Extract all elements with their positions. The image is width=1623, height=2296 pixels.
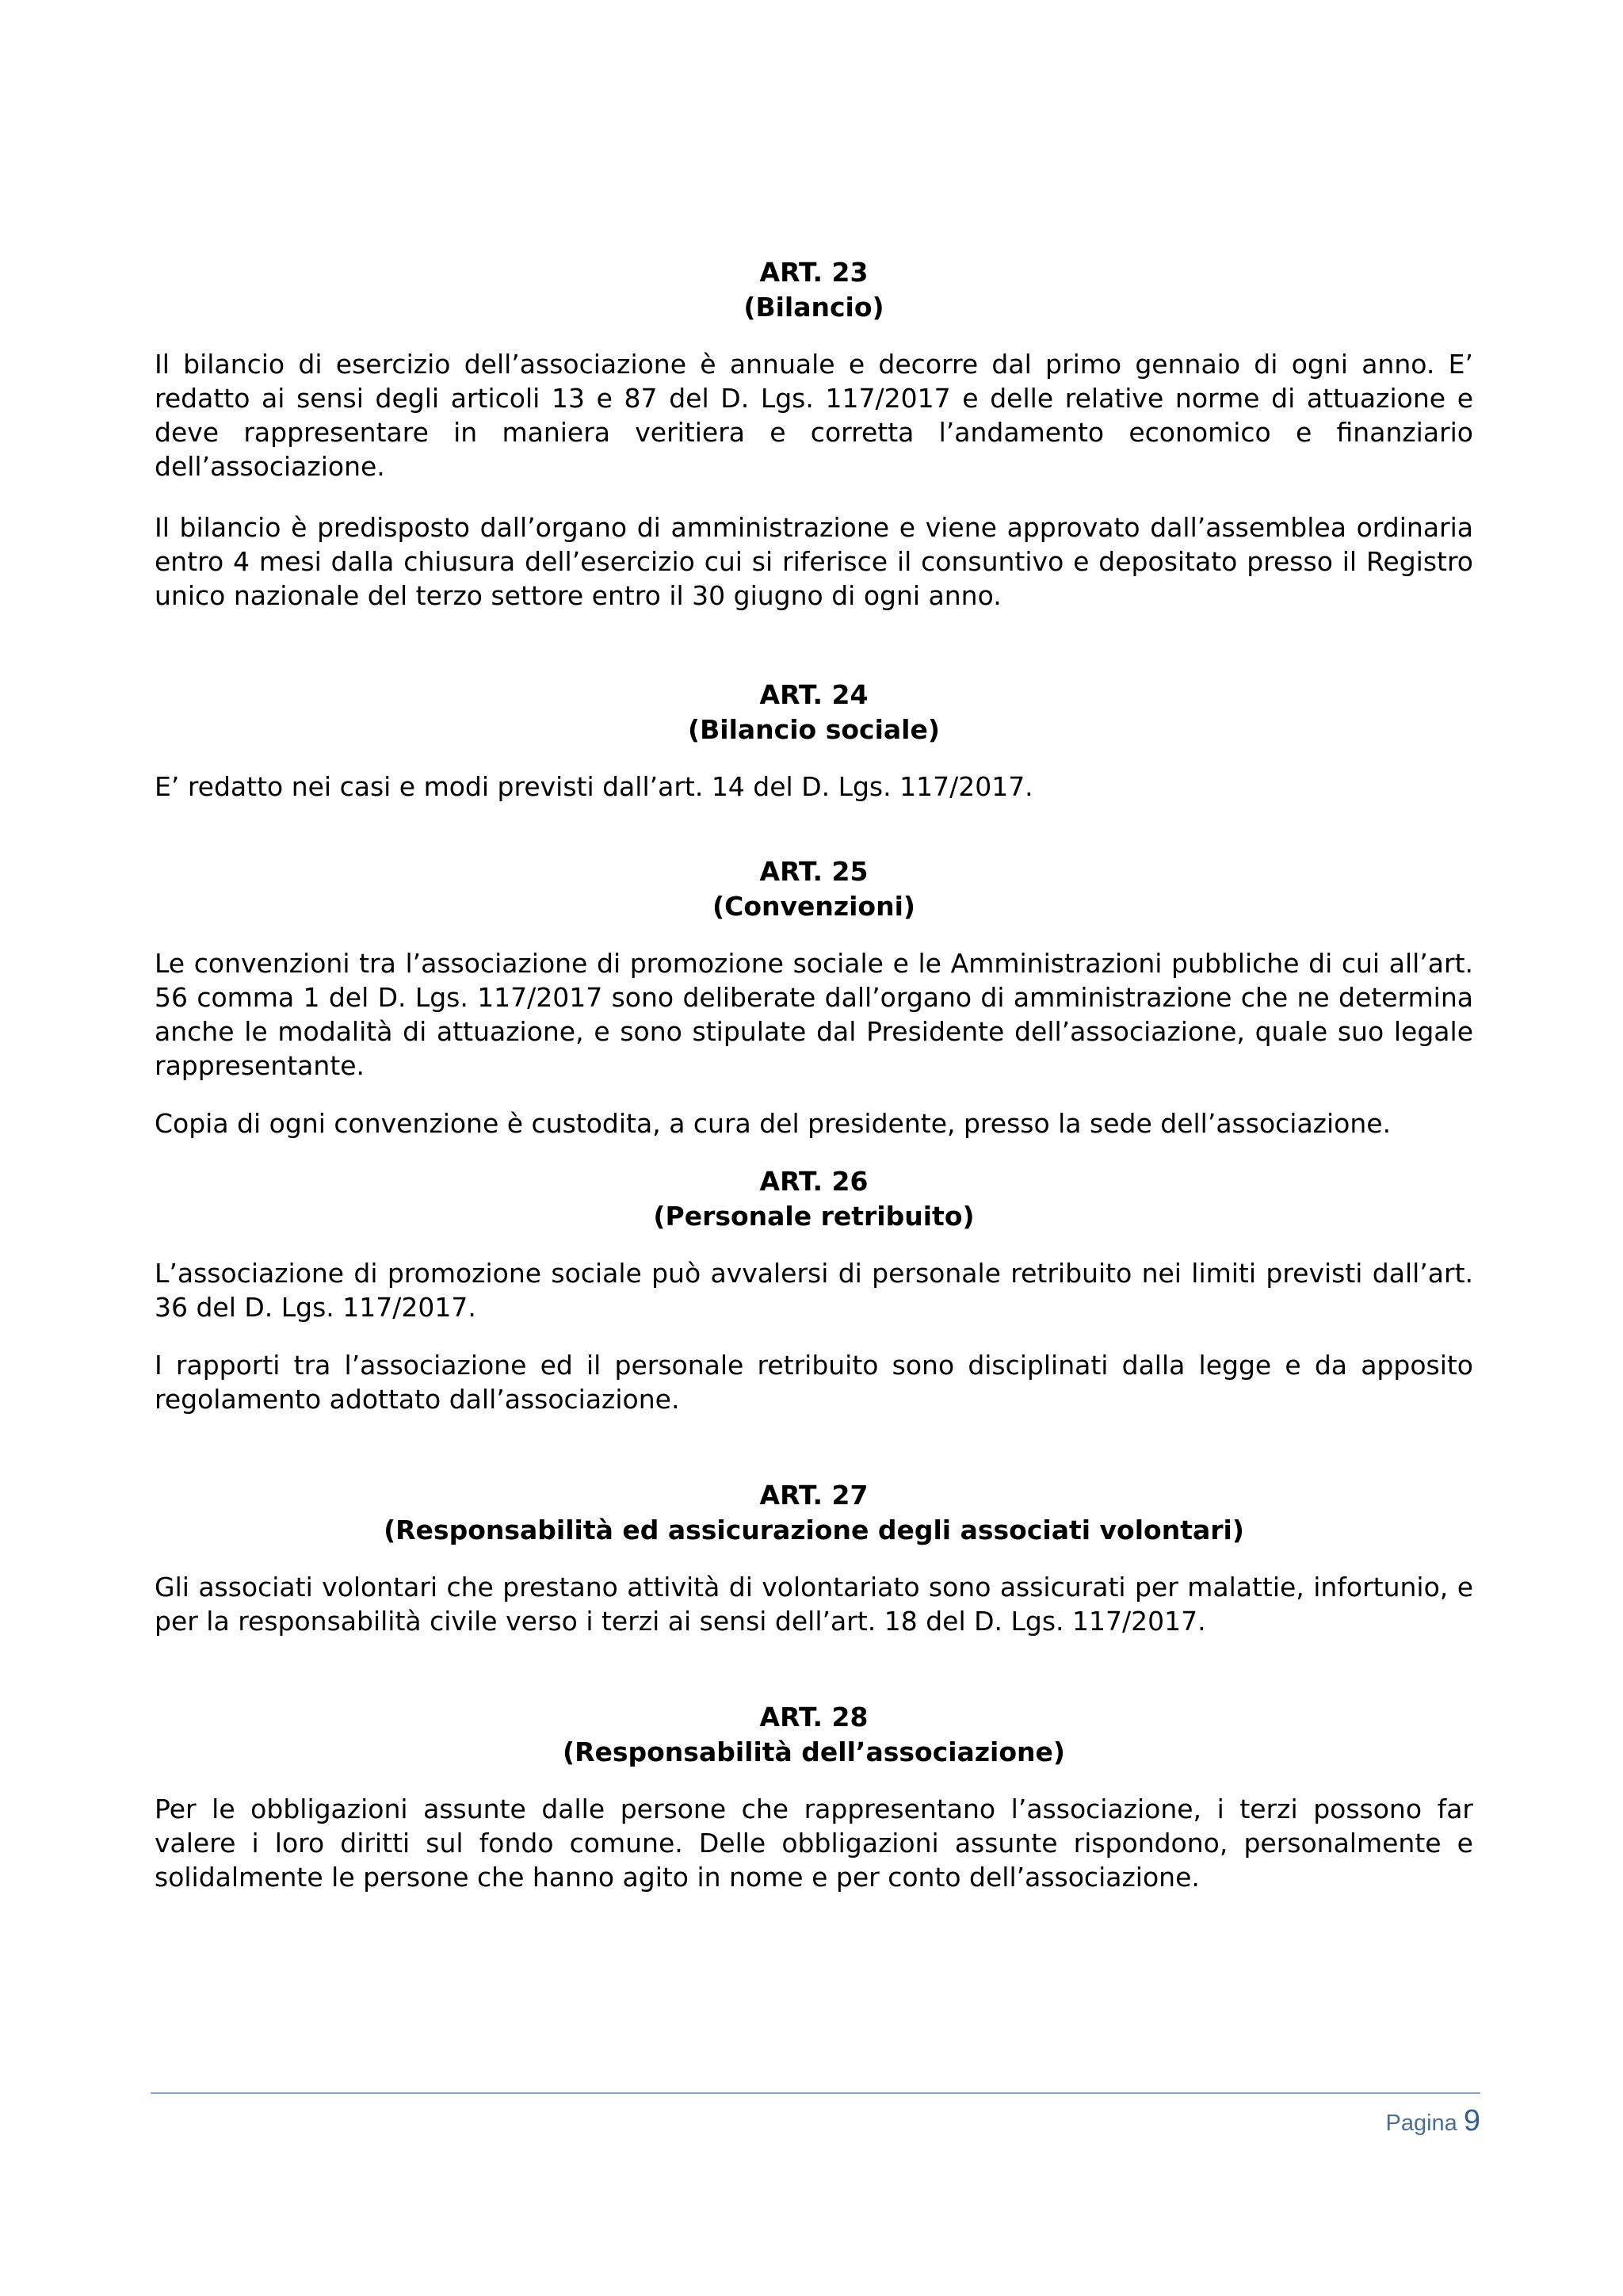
document-body	[155, 255, 1473, 1894]
article-paragraph: Il bilancio è predisposto dall’organo di amministrazione e viene approvato dall’assemblea ordinaria entro 4 mesi dalla chiusura dell’esercizio cui si riferisce il consuntivo e depositato presso il Registro unico nazionale del terzo settore entro il 30 giugno di ogni anno.	[155, 512, 1473, 611]
article-number: ART. 28	[759, 1702, 869, 1733]
article-title: (Personale retribuito)	[653, 1201, 975, 1232]
article-paragraph: Copia di ogni convenzione è custodita, a cura del presidente, presso la sede dell’associazione.	[155, 1108, 1392, 1139]
article-title: (Responsabilità ed assicurazione degli associati volontari)	[384, 1515, 1244, 1545]
article-paragraph: L’associazione di promozione sociale può avvalersi di personale retribuito nei limiti previsti dall’art. 36 del D. Lgs. 117/2017.	[155, 1258, 1473, 1323]
article-number: ART. 25	[759, 856, 869, 887]
article-paragraph: Il bilancio di esercizio dell’associazione è annuale e decorre dal primo gennaio di ogni anno. E’ redatto ai sensi degli articoli 13 e 87 del D. Lgs. 117/2017 e delle relative norme di attuazione e deve rappresentare in maniera veritiera e corretta l’andamento economico e finanziario dell’associazione.	[155, 349, 1473, 482]
article-24	[155, 678, 1473, 804]
page-label: Pagina	[1385, 2111, 1457, 2136]
article-title: (Responsabilità dell’associazione)	[563, 1736, 1065, 1767]
page-number	[1385, 2104, 1480, 2138]
page-number-value: 9	[1463, 2104, 1480, 2137]
article-26	[155, 1164, 1473, 1416]
article-paragraph: E’ redatto nei casi e modi previsti dall’art. 14 del D. Lgs. 117/2017.	[155, 771, 1033, 802]
article-number: ART. 23	[759, 257, 869, 288]
article-number: ART. 27	[759, 1480, 869, 1511]
article-title: (Convenzioni)	[712, 891, 915, 922]
article-paragraph: Per le obbligazioni assunte dalle persone che rappresentano l’associazione, i terzi possono far valere i loro diritti sul fondo comune. Delle obbligazioni assunte rispondono, personalmente e solidalmente le persone che hanno agito in nome e per conto dell’associazione.	[155, 1794, 1473, 1893]
article-paragraph: Le convenzioni tra l’associazione di promozione sociale e le Amministrazioni pubbliche di cui all’art. 56 comma 1 del D. Lgs. 117/2017 sono deliberate dall’organo di amministrazione che ne determina anche le modalità di attuazione, e sono stipulate dal Presidente dell’associazione, quale suo legale rappresentante.	[155, 948, 1473, 1081]
article-25	[155, 854, 1473, 1140]
article-paragraph: I rapporti tra l’associazione ed il personale retribuito sono disciplinati dalla legge e da apposito regolamento adottato dall’associazione.	[155, 1350, 1473, 1415]
article-number: ART. 24	[759, 679, 869, 710]
article-28	[155, 1700, 1473, 1894]
article-title: (Bilancio sociale)	[688, 714, 940, 745]
article-title: (Bilancio)	[743, 292, 884, 323]
footer-divider	[151, 2092, 1480, 2094]
article-23	[155, 255, 1473, 613]
article-paragraph: Gli associati volontari che prestano attività di volontariato sono assicurati per malattie, infortunio, e per la responsabilità civile verso i terzi ai sensi dell’art. 18 del D. Lgs. 117/2017.	[155, 1572, 1473, 1637]
article-27	[155, 1478, 1473, 1638]
article-number: ART. 26	[759, 1166, 869, 1197]
